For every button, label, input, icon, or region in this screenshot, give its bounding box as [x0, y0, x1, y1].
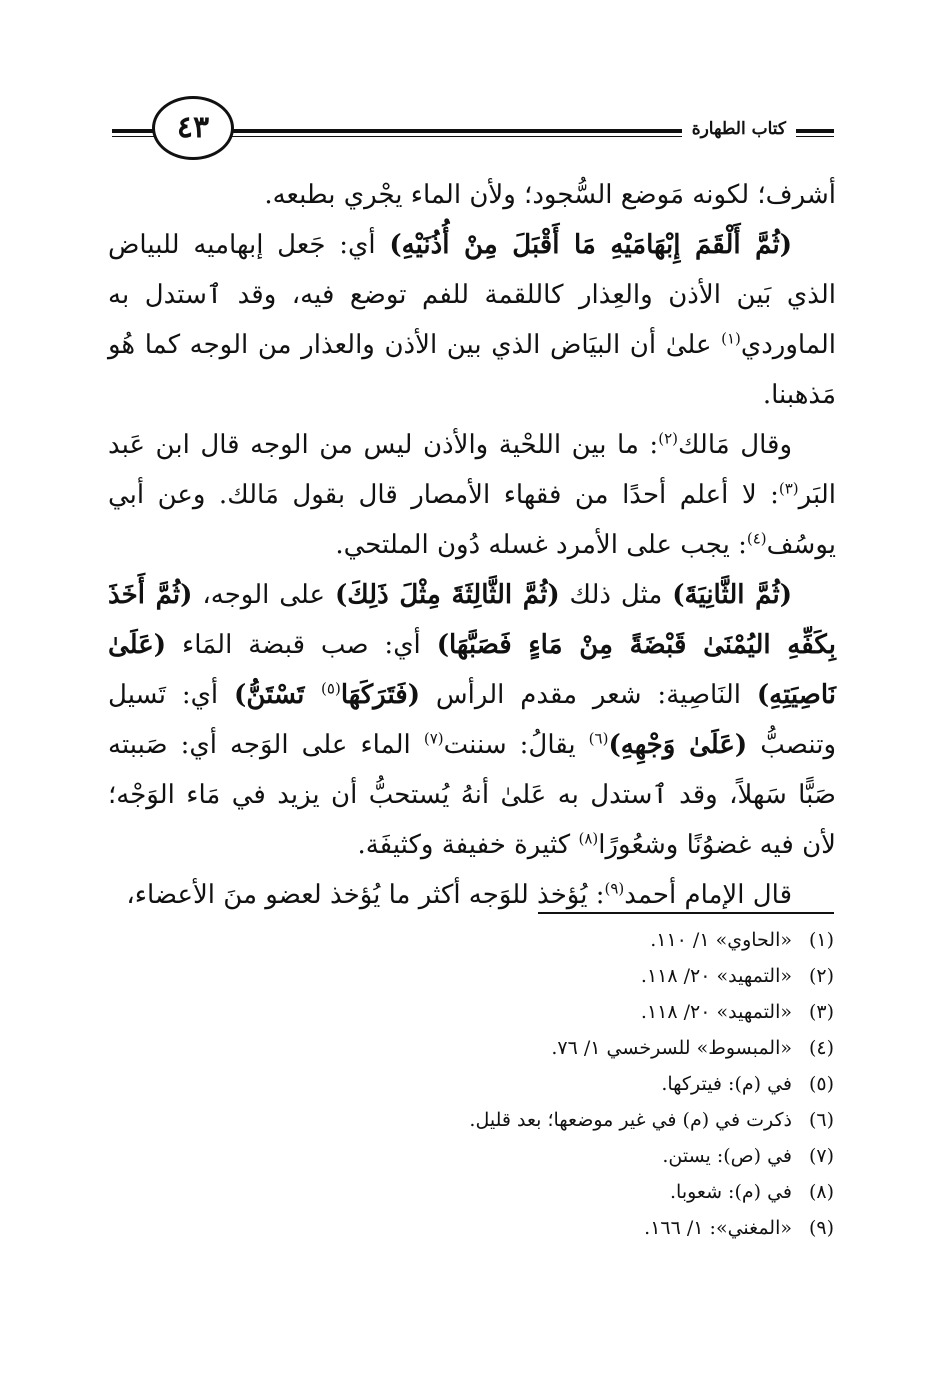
paragraph-text: كثيرة خفيفة وكثيفَة.	[357, 830, 579, 860]
paragraph-text: النَاصِية: شعر مقدم الرأس	[420, 680, 757, 710]
paragraph-text: مثل ذلك	[559, 580, 673, 610]
paragraph-text: أشرف؛ لكونه مَوضع السُّجود؛ ولأن الماء يجْري بطبعه.	[264, 180, 836, 210]
paragraph-1	[108, 170, 836, 220]
quoted-hadith: (ثُمَّ أَخَذَ بِكَفِّهِ اليُمْنَىٰ قَبْضَةً مِنْ مَاءٍ فَصَبَّهَا)	[108, 580, 836, 660]
running-head: كتاب الطهارة	[682, 118, 796, 140]
footnote-text: ذكرت في (م) في غير موضعها؛ بعد قليل.	[469, 1109, 792, 1131]
footnote-9	[114, 1210, 834, 1246]
paragraph-text: أي: جَعل إبهاميه للبياض الذي بَين الأذن والعِذار كاللقمة للفم توضع فيه، وقد ٱستدل به الماوردي	[108, 230, 836, 360]
footnote-3	[114, 994, 834, 1030]
quoted-hadith: (فَتَرَكَهَا	[340, 680, 421, 710]
footnote-number: (٣)	[808, 1001, 834, 1023]
footnote-2	[114, 958, 834, 994]
footnote-number: (١)	[808, 929, 834, 951]
main-text	[108, 170, 836, 920]
footnote-ref-9[interactable]: (٩)	[604, 879, 625, 898]
footnote-text: «التمهيد» ٢٠/ ١١٨.	[640, 965, 792, 987]
footnote-text: في (ص): يستن.	[662, 1145, 792, 1167]
paragraph-text: الماء على الوَجه أي: صَببته صَبًّا سَهلاً، وقد ٱستدل به عَلىٰ أنهُ يُستحبُّ أن يزيد في مَاء الوَجْه؛ لأن فيه غضوُنًا وشعُورًا	[108, 730, 836, 860]
footnote-number: (٨)	[808, 1181, 834, 1203]
footnote-text: «التمهيد» ٢٠/ ١١٨.	[640, 1001, 792, 1023]
footnote-number: (٢)	[808, 965, 834, 987]
footnote-ref-6[interactable]: (٦)	[588, 729, 609, 748]
footnote-text: في (م): فيتركها.	[661, 1073, 792, 1095]
footnote-5	[114, 1066, 834, 1102]
footnote-1	[114, 922, 834, 958]
quoted-hadith: (عَلَىٰ نَاصِيَتِهِ)	[108, 630, 836, 710]
footnote-7	[114, 1138, 834, 1174]
footnote-ref-2[interactable]: (٢)	[658, 429, 678, 448]
footnote-text: في (م): شعوبا.	[669, 1181, 792, 1203]
paragraph-text: وقال مَالك	[677, 430, 793, 460]
paragraph-text: : ما بين اللحْية والأذن ليس من الوجه قال ابن عَبد البَر	[108, 430, 836, 510]
footnote-text: «المبسوط» للسرخسي ١/ ٧٦.	[551, 1037, 792, 1059]
page-number	[152, 96, 234, 160]
footnote-number: (٧)	[808, 1145, 834, 1167]
paragraph-3	[108, 420, 836, 570]
page-number-text: ٤٣	[176, 110, 210, 145]
quoted-hadith: (ثُمَّ أَلْقَمَ إِبْهَامَيْهِ مَا أَقْبَلَ مِنْ أُذُنَيْهِ)	[389, 230, 792, 260]
footnote-6	[114, 1102, 834, 1138]
paragraph-4	[108, 570, 836, 870]
paragraph-text: على الوجه،	[192, 580, 335, 610]
footnote-ref-8[interactable]: (٨)	[578, 829, 599, 848]
quoted-hadith: (ثُمَّ الثَّانِيَةَ)	[672, 580, 792, 610]
quoted-hadith: تَسْتَنُّ)	[234, 680, 322, 710]
footnote-number: (٩)	[808, 1217, 834, 1239]
paragraph-2	[108, 220, 836, 420]
footnote-ref-5[interactable]: (٥)	[321, 679, 341, 698]
paragraph-text: : لا أعلم أحدًا من فقهاء الأمصار قال بقول مَالك. وعن أبي يوسُف	[108, 480, 836, 560]
footnote-number: (٤)	[808, 1037, 834, 1059]
footnote-text: «المغني»: ١/ ١٦٦.	[644, 1217, 792, 1239]
paragraph-text: أي: تَسيل وتنصبُّ	[108, 680, 836, 760]
footnote-ref-3[interactable]: (٣)	[778, 479, 799, 498]
footnote-8	[114, 1174, 834, 1210]
page-header	[112, 92, 834, 172]
footnote-text: «الحاوي» ١/ ١١٠.	[650, 929, 792, 951]
footnote-ref-1[interactable]: (١)	[721, 329, 741, 348]
footnote-number: (٦)	[808, 1109, 834, 1131]
footnote-4	[114, 1030, 834, 1066]
footnote-separator	[538, 912, 834, 914]
paragraph-text: أي: صب قبضة المَاء	[166, 630, 437, 660]
quoted-hadith: (ثُمَّ الثَّالِثَةَ مِثْلَ ذَلِكَ)	[334, 580, 560, 610]
footnote-number: (٥)	[808, 1073, 834, 1095]
paragraph-text: : يُؤخذ للوَجه أكثر ما يُؤخذ لعضو منَ الأعضاء،	[126, 880, 605, 910]
footnote-ref-4[interactable]: (٤)	[746, 529, 767, 548]
footnote-ref-7[interactable]: (٧)	[423, 729, 444, 748]
footnotes	[114, 922, 834, 1246]
quoted-hadith: (عَلَىٰ وَجْهِهِ)	[608, 730, 748, 760]
paragraph-text: علىٰ أن البيَاض الذي بين الأذن والعذار من الوجه كما هُو مَذهبنا.	[108, 330, 836, 410]
paragraph-text: : يجب على الأمرد غسله دُون الملتحي.	[335, 530, 747, 560]
paragraph-text: قال الإمام أحمد	[624, 880, 792, 910]
paragraph-text: يقالُ: سننت	[443, 730, 589, 760]
